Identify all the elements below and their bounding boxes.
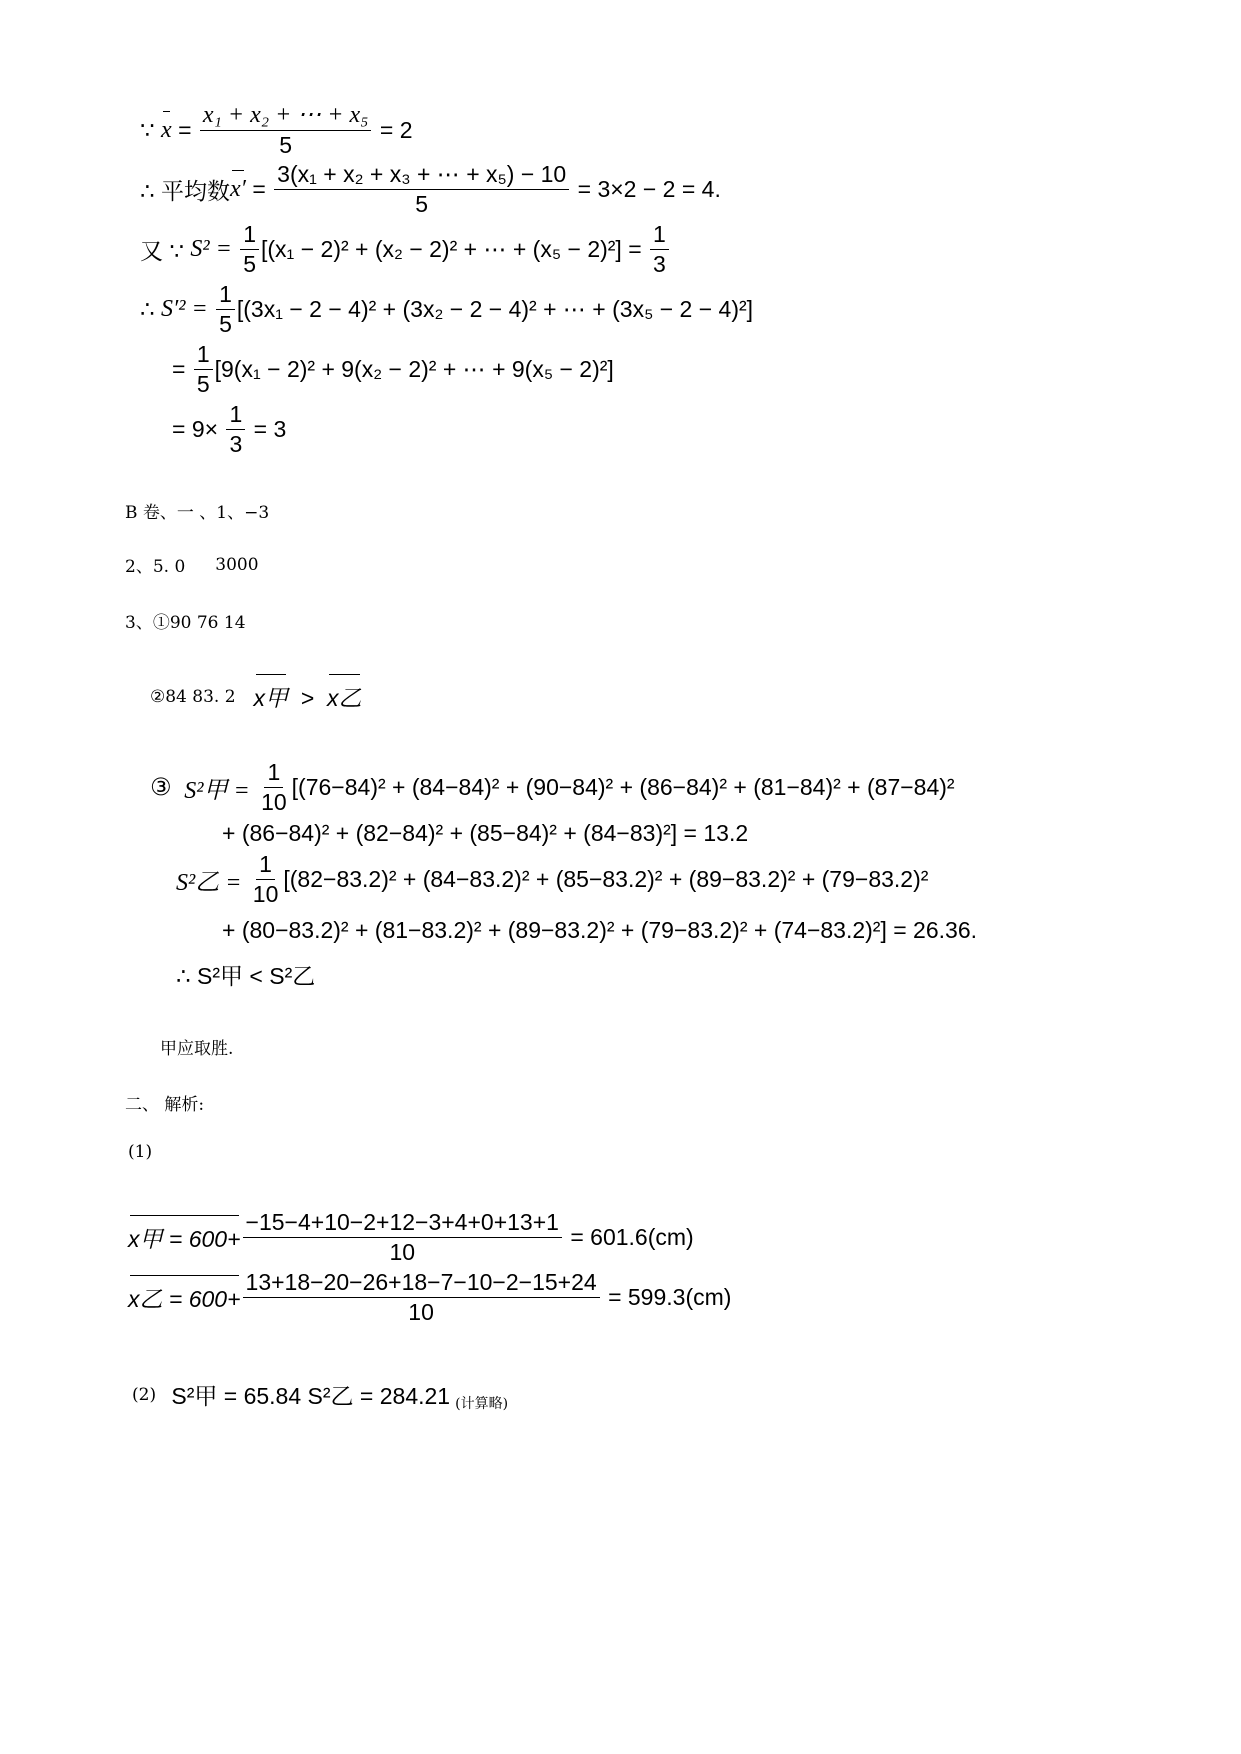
variance-coef-num: 1 <box>240 222 259 250</box>
mean-yi-result: = 599.3(cm) <box>608 1284 732 1311</box>
variance-coef <box>240 222 259 278</box>
mean-yi-lhs: x乙 = 600+ <box>128 1281 241 1314</box>
therefore-symbol: ∴ <box>140 296 155 323</box>
mean-jia-denominator: 10 <box>389 1239 416 1266</box>
item-marker-3: ③ <box>150 774 172 802</box>
mean-result: = 2 <box>379 116 413 143</box>
b-q2 <box>125 552 259 577</box>
b-q3-2 <box>150 680 362 713</box>
b-q1: B 卷、一 、1、−3 <box>125 503 270 523</box>
step3-coef-num: 1 <box>226 402 245 430</box>
variance-prefix: 又 ∵ <box>140 238 185 265</box>
variance-yi-symbol: S²乙 = <box>176 870 242 897</box>
variance-yi-terms-1: [(82−83.2)² + (84−83.2)² + (85−83.2)² + (89−83.2)² + (79−83.2)² <box>283 866 929 893</box>
step2-coef <box>194 342 213 398</box>
variance-jia-coef-den: 10 <box>261 789 287 816</box>
mean-jia-result: = 601.6(cm) <box>570 1224 694 1251</box>
variance-yi-coef-num: 1 <box>256 852 275 880</box>
variance-jia-coef <box>258 760 290 816</box>
mean-numerator: x₁ + x₂ + ⋯ + x₅ <box>200 102 372 131</box>
variance-jia-terms-1: [(76−84)² + (84−84)² + (90−84)² + (86−84)² + (81−84)² + (87−84)² <box>291 774 955 801</box>
step2-coef-num: 1 <box>194 342 213 370</box>
mean-symbol: x <box>161 116 172 143</box>
step2-equals: = <box>172 356 186 383</box>
new-mean-denominator: 5 <box>415 191 429 218</box>
mean-yi: x乙 <box>327 680 362 713</box>
variance-yi-coef <box>250 852 282 908</box>
step3-result: = 3 <box>253 416 287 443</box>
variance-yi-row2: + (80−83.2)² + (81−83.2)² + (89−83.2)² + (79−83.2)² + (74−83.2)²] = 26.36. <box>222 917 978 943</box>
item-2-label: (2) <box>132 1384 157 1405</box>
variance-compare: ∴ S²甲 < S²乙 <box>176 963 316 989</box>
new-mean-result: = 3×2 − 2 = 4. <box>577 176 721 203</box>
mean-jia-numerator: −15−4+10−2+12−3+4+0+13+1 <box>243 1210 562 1238</box>
conclusion: 甲应取胜. <box>160 1039 234 1059</box>
new-variance-coef <box>216 282 235 338</box>
greater-than: > <box>300 685 315 711</box>
new-mean-numerator: 3(x₁ + x₂ + x₃ + ⋯ + x₅) − 10 <box>274 162 569 190</box>
new-variance-body: [(3x₁ − 2 − 4)² + (3x₂ − 2 − 4)² + ⋯ + (3x₅ − 2 − 4)²] <box>236 296 754 323</box>
variance-yi-row1 <box>176 852 928 908</box>
mean-yi-fraction <box>243 1270 600 1326</box>
item-2-variances: S²甲 = 65.84 S²乙 = 284.21 <box>171 1383 451 1409</box>
b-q2-label: 2、5. 0 <box>125 557 186 577</box>
new-variance-coef-num: 1 <box>216 282 235 310</box>
variance-symbol: S² = <box>190 236 232 263</box>
mean-fraction <box>200 102 372 159</box>
variance-body: [(x₁ − 2)² + (x₂ − 2)² + ⋯ + (x₅ − 2)²] = <box>261 236 642 263</box>
new-variance-equation <box>140 282 753 338</box>
mean-yi-equation <box>128 1270 731 1326</box>
mean-jia-lhs: x甲 = 600+ <box>128 1221 241 1254</box>
new-variance-coef-den: 5 <box>219 311 232 338</box>
item-2 <box>132 1378 508 1411</box>
new-mean-symbol: x′ <box>230 176 246 203</box>
step2-coef-den: 5 <box>196 371 210 398</box>
because-symbol: ∵ <box>140 116 155 143</box>
new-variance-step3 <box>172 402 286 458</box>
variance-jia-coef-num: 1 <box>264 760 283 788</box>
mean-compare <box>254 680 362 713</box>
step3-lhs: = 9× <box>172 416 219 443</box>
variance-jia-row1 <box>150 760 955 816</box>
section-two-heading: 二、 解析: <box>125 1095 205 1115</box>
variance-jia-row2: + (86−84)² + (82−84)² + (85−84)² + (84−83)²] = 13.2 <box>222 820 749 846</box>
variance-result <box>650 222 669 278</box>
new-variance-step2 <box>172 342 614 398</box>
b-q2-value: 3000 <box>215 554 259 575</box>
mean-jia: x甲 <box>254 680 289 713</box>
mean-denominator: 5 <box>279 132 293 159</box>
new-variance-symbol: S′² = <box>161 296 208 323</box>
b-q3-1: 3、①90 76 14 <box>125 613 246 633</box>
variance-yi-coef-den: 10 <box>252 881 279 908</box>
variance-coef-den: 5 <box>243 251 256 278</box>
new-mean-equation: ∴ 平均数 x′ = $\frac{\text{3(x₁ + x₂ + x₃ + ⋯ + x₅) − 10}}{5}$ = 3×2 − 2 = 4. <box>140 161 721 218</box>
mean-equation: ∵ x = $\frac{\text{x₁ + x₂ + ⋯ + x₅}}{5}$ = 2 <box>140 102 413 159</box>
item-1-label: (1) <box>128 1142 153 1162</box>
variance-result-den: 3 <box>653 251 666 278</box>
mean-jia-equation <box>128 1210 694 1266</box>
variance-result-num: 1 <box>650 222 669 250</box>
new-mean-fraction <box>274 162 569 218</box>
b-q3-2-text: ②84 83. 2 <box>150 686 236 707</box>
item-2-note: (计算略) <box>455 1395 509 1412</box>
mean-yi-denominator: 10 <box>408 1299 434 1326</box>
step2-body: [9(x₁ − 2)² + 9(x₂ − 2)² + ⋯ + 9(x₅ − 2)²] <box>214 356 614 383</box>
new-mean-prefix: ∴ 平均数 <box>140 178 231 205</box>
step3-coef <box>226 402 245 458</box>
variance-equation <box>140 222 671 278</box>
variance-jia-symbol: S²甲 = <box>184 778 250 805</box>
mean-jia-fraction <box>243 1210 562 1266</box>
step3-coef-den: 3 <box>229 431 243 458</box>
mean-yi-numerator: 13+18−20−26+18−7−10−2−15+24 <box>243 1270 600 1298</box>
